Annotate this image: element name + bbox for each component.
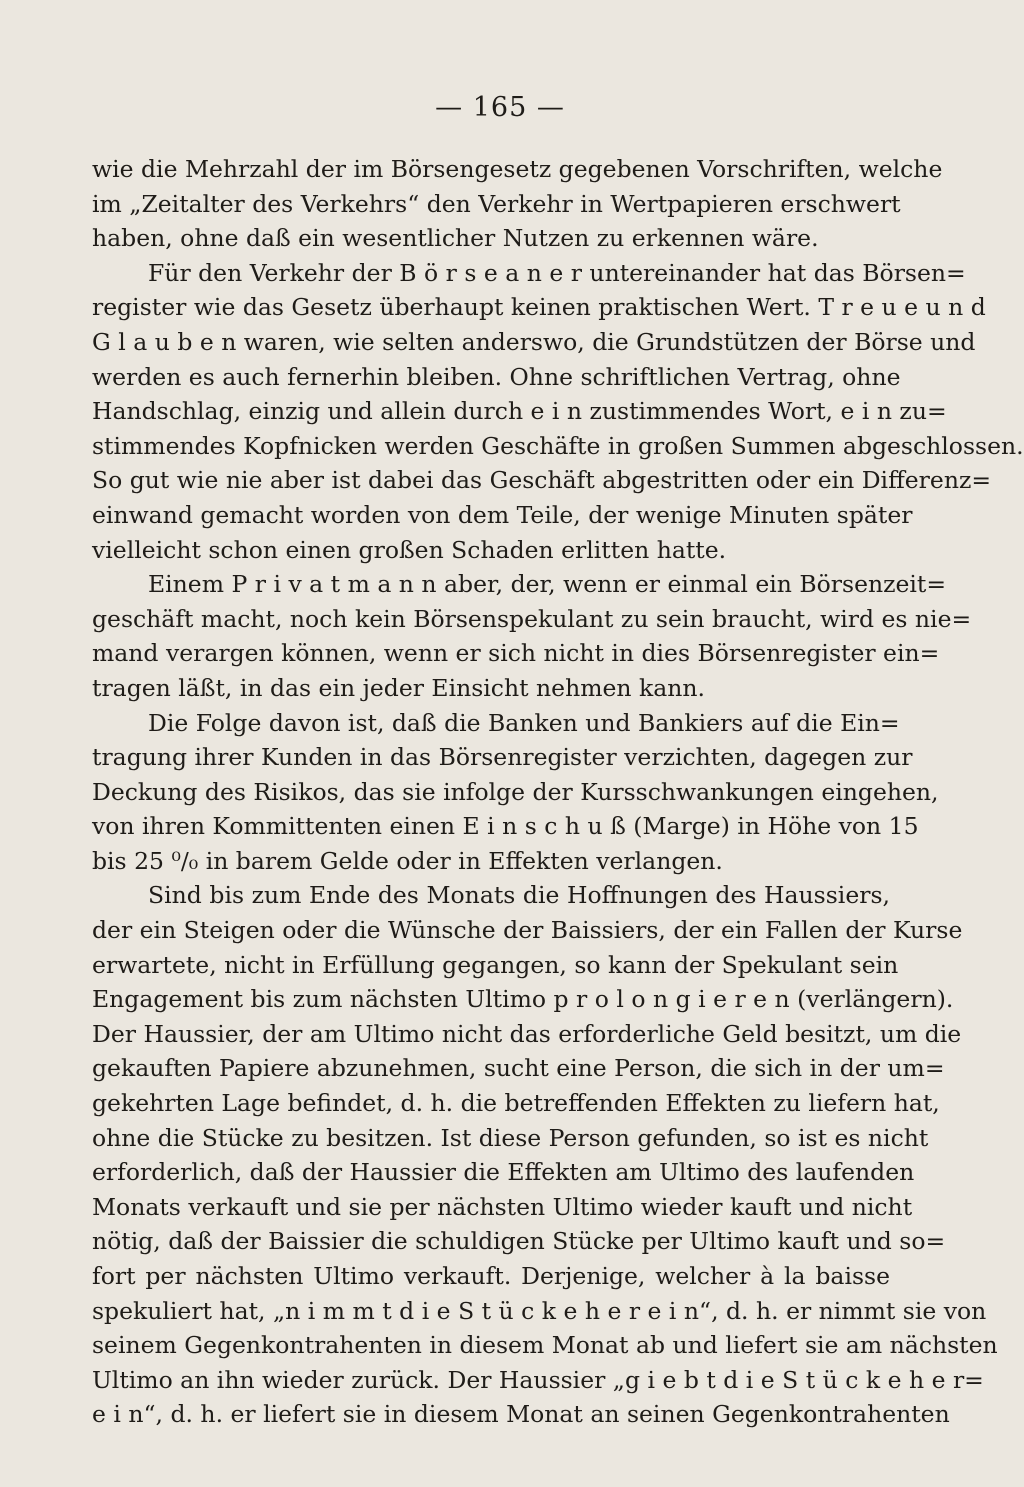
page-number: — 165 — xyxy=(435,92,565,123)
text-line: wie die Mehrzahl der im Börsengesetz gegebenen Vorschriften, welche xyxy=(92,155,943,183)
text-line: Handschlag, einzig und allein durch e i n zustimmendes Wort, e i n zu= xyxy=(92,397,947,426)
text-line: stimmendes Kopfnicken werden Geschäfte in großen Summen abgeschlossen. xyxy=(92,431,1024,460)
text-line: einwand gemacht worden von dem Teile, der wenige Minuten später xyxy=(92,500,913,529)
text-line: Der Haussier, der am Ultimo nicht das erforderliche Geld besitzt, um die xyxy=(92,1019,962,1048)
text-line: gekehrten Lage befindet, d. h. die betreffenden Effekten zu liefern hat, xyxy=(92,1089,940,1118)
text-line: bis 25 ⁰/₀ in barem Gelde oder in Effekten verlangen. xyxy=(92,846,723,875)
text-line: nötig, daß der Baissier die schuldigen Stücke per Ultimo kauft und so= xyxy=(92,1227,946,1256)
text-line: der ein Steigen oder die Wünsche der Baissiers, der ein Fallen der Kurse xyxy=(92,916,963,945)
text-line: Für den Verkehr der B ö r s e a n e r untereinander hat das Börsen= xyxy=(148,258,966,287)
text-line: ohne die Stücke zu besitzen. Ist diese Person gefunden, so ist es nicht xyxy=(92,1123,929,1152)
text-line: erwartete, nicht in Erfüllung gegangen, so kann der Spekulant sein xyxy=(92,950,899,979)
text-line: haben, ohne daß ein wesentlicher Nutzen zu erkennen wäre. xyxy=(92,224,819,253)
text-line: Deckung des Risikos, das sie infolge der Kursschwankungen eingehen, xyxy=(92,777,939,806)
body-text xyxy=(92,152,1024,1432)
text-line: e i n“, d. h. er liefert sie in diesem Monat an seinen Gegenkontrahenten xyxy=(92,1400,950,1429)
text-line: spekuliert hat, „n i m m t d i e S t ü c k e h e r e i n“, d. h. er nimmt sie von xyxy=(92,1296,987,1325)
text-line: geschäft macht, noch kein Börsenspekulant zu sein braucht, wird es nie= xyxy=(92,604,972,633)
text-line: erforderlich, daß der Haussier die Effekten am Ultimo des laufenden xyxy=(92,1158,915,1187)
text-line: Engagement bis zum nächsten Ultimo p r o l o n g i e r e n (verlängern). xyxy=(92,985,954,1014)
text-line: seinem Gegenkontrahenten in diesem Monat ab und liefert sie am nächsten xyxy=(92,1331,998,1360)
text-line: werden es auch fernerhin bleiben. Ohne schriftlichen Vertrag, ohne xyxy=(92,362,901,391)
text-line: von ihren Kommittenten einen E i n s c h u ß (Marge) in Höhe von 15 xyxy=(92,812,919,841)
text-line: gekauften Papiere abzunehmen, sucht eine Person, die sich in der um= xyxy=(92,1054,945,1083)
text-line: tragung ihrer Kunden in das Börsenregister verzichten, dagegen zur xyxy=(92,743,913,772)
text-line: Monats verkauft und sie per nächsten Ultimo wieder kauft und nicht xyxy=(92,1192,913,1221)
text-line: register wie das Gesetz überhaupt keinen praktischen Wert. T r e u e u n d xyxy=(92,293,986,322)
text-line: tragen läßt, in das ein jeder Einsicht nehmen kann. xyxy=(92,673,705,702)
text-line: im „Zeitalter des Verkehrs“ den Verkehr in Wertpapieren erschwert xyxy=(92,189,901,218)
text-line: Ultimo an ihn wieder zurück. Der Haussier „g i e b t d i e S t ü c k e h e r= xyxy=(92,1365,984,1394)
text-line: So gut wie nie aber ist dabei das Geschäft abgestritten oder ein Differenz= xyxy=(92,466,992,495)
text-line: mand verargen können, wenn er sich nicht in dies Börsenregister ein= xyxy=(92,639,940,668)
text-line: vielleicht schon einen großen Schaden erlitten hatte. xyxy=(92,535,727,564)
text-line: Einem P r i v a t m a n n aber, der, wenn er einmal ein Börsenzeit= xyxy=(148,570,947,599)
text-line: Die Folge davon ist, daß die Banken und Bankiers auf die Ein= xyxy=(148,708,900,737)
text-line: Sind bis zum Ende des Monats die Hoffnungen des Haussiers, xyxy=(148,881,890,910)
text-line: G l a u b e n waren, wie selten anderswo, die Grundstützen der Börse und xyxy=(92,327,976,356)
text-line: fort per nächsten Ultimo verkauft. Derjenige, welcher à la baisse xyxy=(92,1262,890,1290)
